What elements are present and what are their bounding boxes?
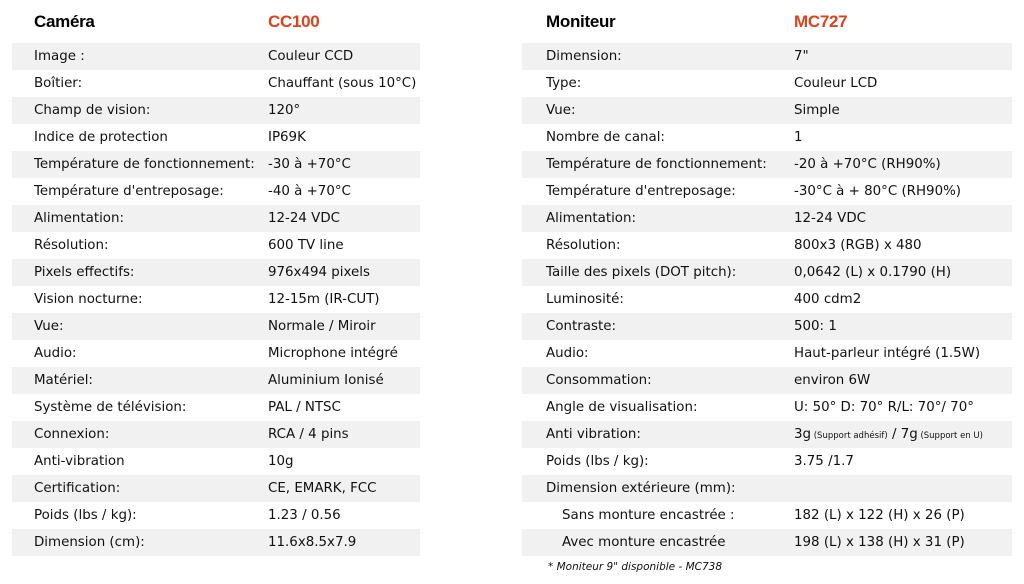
spec-label: Image : [34, 49, 85, 64]
spec-label: Température d'entreposage: [34, 184, 224, 199]
spec-label: Nombre de canal: [546, 130, 665, 145]
spec-label: Poids (lbs / kg): [546, 454, 649, 469]
spec-label: Champ de vision: [34, 103, 151, 118]
spec-value: 976x494 pixels [268, 265, 370, 280]
spec-label: Pixels effectifs: [34, 265, 135, 280]
table-row [522, 178, 1012, 205]
spec-value: 600 TV line [268, 238, 344, 253]
anti-vibration-adhesive-note: (Support adhésif) [811, 431, 888, 441]
anti-vibration-separator: / [887, 427, 901, 442]
table-row [522, 97, 1012, 124]
spec-value: 12-24 VDC [794, 211, 866, 226]
table-row [12, 394, 420, 421]
table-row [522, 259, 1012, 286]
table-row [12, 205, 420, 232]
spec-label: Connexion: [34, 427, 110, 442]
table-row [12, 367, 420, 394]
spec-value: 0,0642 (L) x 0.1790 (H) [794, 265, 952, 280]
spec-label: Avec monture encastrée [562, 535, 726, 550]
table-row [522, 205, 1012, 232]
table-row [522, 151, 1012, 178]
spec-label: Alimentation: [546, 211, 636, 226]
spec-label: Taille des pixels (DOT pitch): [546, 265, 737, 280]
table-row [522, 124, 1012, 151]
spec-label: Consommation: [546, 373, 652, 388]
table-row [522, 502, 1012, 529]
spec-label: Matériel: [34, 373, 93, 388]
table-row [522, 313, 1012, 340]
table-row [12, 421, 420, 448]
table-row [12, 151, 420, 178]
spec-value: 800x3 (RGB) x 480 [794, 238, 922, 253]
spec-label: Alimentation: [34, 211, 124, 226]
table-row [12, 448, 420, 475]
spec-value: environ 6W [794, 373, 871, 388]
table-row [522, 448, 1012, 475]
spec-value: U: 50° D: 70° R/L: 70°/ 70° [794, 400, 974, 415]
spec-label: Type: [546, 76, 582, 91]
spec-value: CE, EMARK, FCC [268, 481, 377, 496]
table-row [12, 43, 420, 70]
spec-value: -20 à +70°C (RH90%) [794, 157, 941, 172]
spec-value: 11.6x8.5x7.9 [268, 535, 357, 550]
spec-value: Normale / Miroir [268, 319, 376, 334]
monitor-footnote: * Moniteur 9" disponible - MC738 [548, 561, 723, 573]
table-row [522, 394, 1012, 421]
spec-value: 10g [268, 454, 294, 469]
table-row [522, 475, 1012, 502]
spec-label: Résolution: [546, 238, 621, 253]
spec-label: Contraste: [546, 319, 616, 334]
camera-model: CC100 [268, 12, 320, 31]
table-row [12, 97, 420, 124]
table-row [522, 232, 1012, 259]
spec-label: Anti vibration: [546, 427, 641, 442]
camera-heading: Caméra [34, 12, 95, 31]
spec-value: Haut-parleur intégré (1.5W) [794, 346, 981, 361]
spec-label: Certification: [34, 481, 121, 496]
spec-value: -30°C à + 80°C (RH90%) [794, 184, 962, 199]
table-row [12, 259, 420, 286]
spec-value: Couleur CCD [268, 49, 354, 64]
spec-label: Sans monture encastrée : [562, 508, 735, 523]
table-row [12, 502, 420, 529]
spec-label: Audio: [34, 346, 77, 361]
spec-value: RCA / 4 pins [268, 427, 349, 442]
spec-label: Dimension: [546, 49, 622, 64]
spec-value: 120° [268, 103, 301, 118]
monitor-header [522, 0, 1012, 44]
spec-value: Chauffant (sous 10°C) [268, 76, 417, 91]
spec-label: Poids (lbs / kg): [34, 508, 137, 523]
spec-value: 7" [794, 49, 809, 64]
table-row [12, 313, 420, 340]
spec-label: Audio: [546, 346, 589, 361]
spec-label: Vue: [546, 103, 576, 118]
spec-label: Vue: [34, 319, 64, 334]
camera-spec-panel [12, 0, 420, 550]
table-row [522, 529, 1012, 556]
spec-label: Dimension extérieure (mm): [546, 481, 736, 496]
table-row [522, 43, 1012, 70]
spec-label: Dimension (cm): [34, 535, 145, 550]
spec-label: Luminosité: [546, 292, 624, 307]
table-row [12, 70, 420, 97]
anti-vibration-u-note: (Support en U) [917, 431, 983, 441]
spec-value: Aluminium Ionisé [268, 373, 384, 388]
spec-label: Vision nocturne: [34, 292, 143, 307]
camera-header [12, 0, 420, 44]
table-row [522, 70, 1012, 97]
spec-value: 182 (L) x 122 (H) x 26 (P) [794, 508, 965, 523]
spec-value: 500: 1 [794, 319, 837, 334]
anti-vibration-adhesive-weight: 3g [794, 427, 812, 442]
table-row [522, 340, 1012, 367]
spec-value: -40 à +70°C [268, 184, 351, 199]
spec-value: Simple [794, 103, 840, 118]
spec-label: Résolution: [34, 238, 109, 253]
monitor-heading: Moniteur [546, 12, 616, 31]
spec-value: 1 [794, 130, 803, 145]
table-row [522, 421, 1012, 448]
spec-label: Système de télévision: [34, 400, 187, 415]
spec-label: Anti-vibration [34, 454, 125, 469]
spec-label: Boîtier: [34, 76, 83, 91]
spec-value: Couleur LCD [794, 76, 878, 91]
spec-value: 198 (L) x 138 (H) x 31 (P) [794, 535, 965, 550]
camera-spec-table [12, 43, 420, 556]
spec-value: Microphone intégré [268, 346, 398, 361]
monitor-spec-panel [522, 0, 1012, 550]
spec-label: Température d'entreposage: [546, 184, 736, 199]
spec-label: Indice de protection [34, 130, 168, 145]
monitor-model: MC727 [794, 12, 848, 31]
spec-value: PAL / NTSC [268, 400, 341, 415]
table-row [12, 340, 420, 367]
spec-value: 3.75 /1.7 [794, 454, 854, 469]
spec-value: 12-15m (IR-CUT) [268, 292, 380, 307]
table-row [522, 286, 1012, 313]
spec-value: 400 cdm2 [794, 292, 862, 307]
table-row [12, 529, 420, 556]
spec-value [794, 421, 983, 450]
spec-label: Température de fonctionnement: [546, 157, 767, 172]
table-row [12, 286, 420, 313]
table-row [12, 232, 420, 259]
table-row [12, 178, 420, 205]
monitor-spec-table [522, 43, 1012, 556]
spec-label: Angle de visualisation: [546, 400, 698, 415]
table-row [12, 124, 420, 151]
table-row [12, 475, 420, 502]
spec-value: 12-24 VDC [268, 211, 340, 226]
table-row [522, 367, 1012, 394]
spec-value: 1.23 / 0.56 [268, 508, 341, 523]
spec-value: IP69K [268, 130, 306, 145]
spec-value: -30 à +70°C [268, 157, 351, 172]
spec-label: Température de fonctionnement: [34, 157, 255, 172]
anti-vibration-u-weight: 7g [900, 427, 918, 442]
